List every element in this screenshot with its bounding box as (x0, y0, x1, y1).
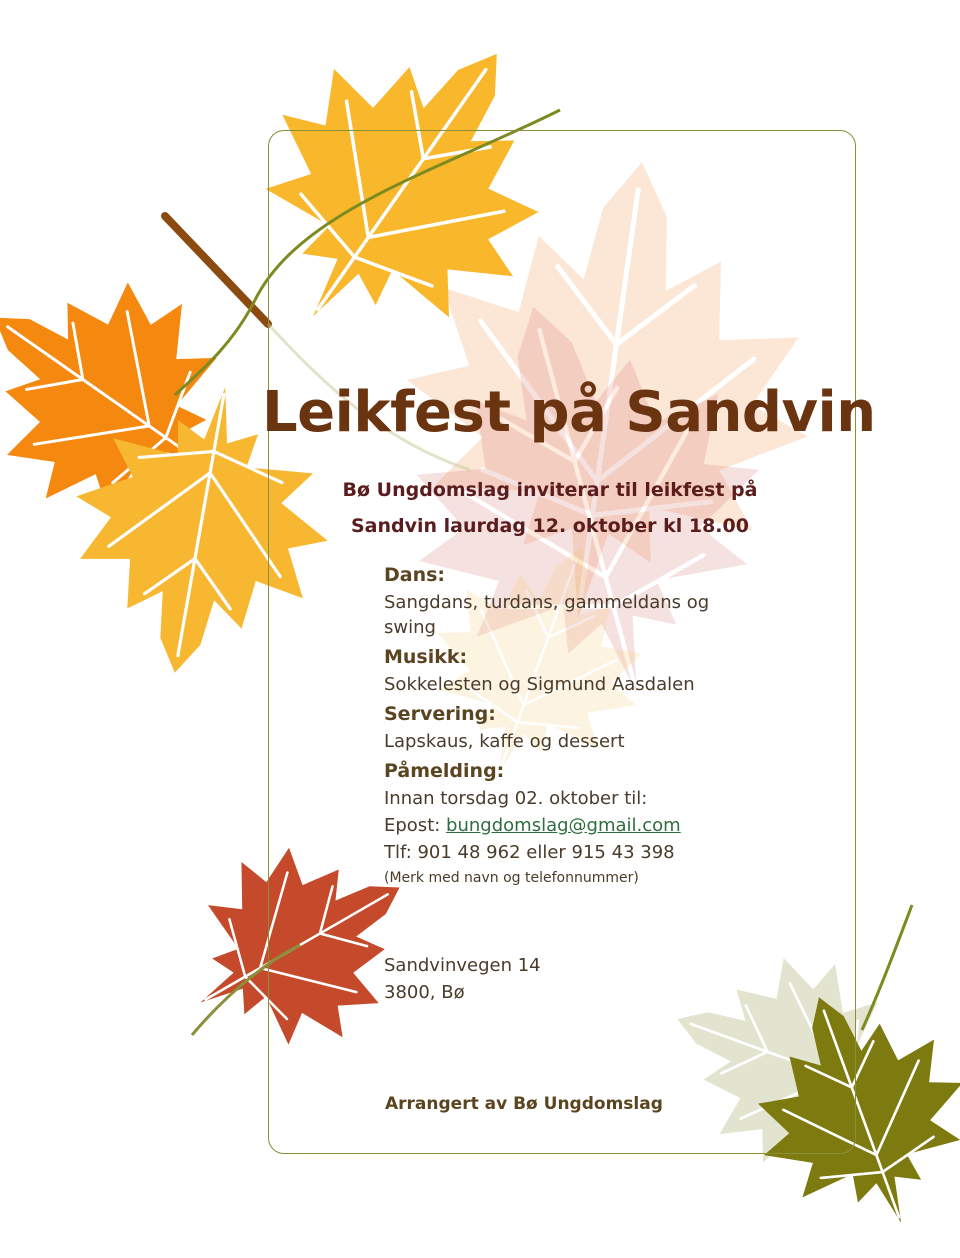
dans-text: Sangdans, turdans, gammeldans og swing (384, 592, 710, 638)
event-details (384, 560, 764, 891)
email-label: Epost: (384, 815, 441, 836)
invitation-line-2: Sandvin laurdag 12. oktober kl 18.00 (351, 515, 749, 537)
email-line (384, 813, 764, 838)
address-city: 3800, Bø (384, 982, 465, 1003)
address-street: Sandvinvegen 14 (384, 955, 541, 976)
address-block (384, 952, 541, 1006)
email-link[interactable]: bungdomslag@gmail.com (446, 815, 681, 836)
servering-text: Lapskaus, kaffe og dessert (384, 731, 625, 752)
olive-leaf-stem (862, 905, 912, 1030)
pamelding-deadline: Innan torsdag 02. oktober til: (384, 788, 648, 809)
servering-heading: Servering: (384, 703, 496, 725)
pamelding-heading: Påmelding: (384, 760, 505, 782)
organizer-footer: Arrangert av Bø Ungdomslag (385, 1094, 663, 1114)
musikk-text: Sokkelesten og Sigmund Aasdalen (384, 674, 695, 695)
invitation-text (300, 472, 800, 544)
registration-note: (Merk med navn og telefonnummer) (384, 870, 639, 886)
musikk-heading: Musikk: (384, 646, 468, 668)
phone-line: Tlf: 901 48 962 eller 915 43 398 (384, 842, 675, 863)
invitation-line-1: Bø Ungdomslag inviterar til leikfest på (342, 479, 758, 501)
page-title: Leikfest på Sandvin (262, 380, 876, 445)
dans-heading: Dans: (384, 564, 446, 586)
